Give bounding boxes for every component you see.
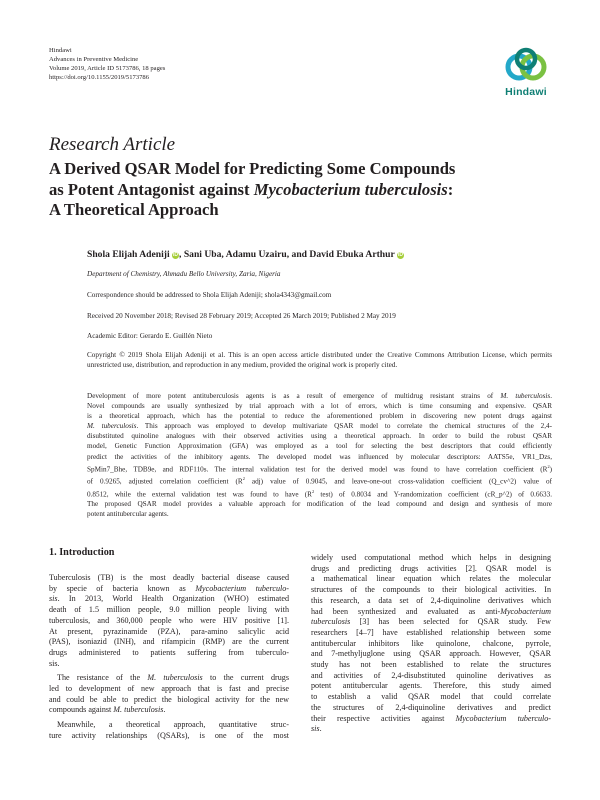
volume-line: Volume 2019, Article ID 5173786, 18 pages — [49, 65, 166, 72]
body-line: drugs administered to patients suffering from tuberculo- — [49, 647, 289, 657]
title-line-1: A Derived QSAR Model for Predicting Some Compounds — [49, 159, 456, 178]
body-line: compounds against M. tuberculosis. — [49, 705, 166, 715]
article-title — [49, 159, 569, 221]
abstract-line: model, Genetic Function Approximation (GFA) was employed as a tool for selecting the best descriptors that could efficiently — [87, 442, 552, 451]
body-line: ture activity relationships (QSARs), is one of the most — [49, 730, 289, 740]
logo-wordmark: Hindawi — [505, 86, 547, 98]
body-line: (PAS), isoniazid (INH), and rifampicin (RMP) are the current — [49, 637, 289, 647]
body-line: death of 1.5 million people, 9.0 million people living with — [49, 605, 289, 615]
abstract-line: SpMin7_Bhe, TDB9e, and RDF110s. The internal validation test for the derived model was found to have correlation coefficient $(R^2)$ — [87, 463, 552, 474]
body-line: sis. — [311, 724, 322, 734]
body-line: researchers [4–7] have established relationship between some — [311, 627, 551, 637]
body-line: drugs and predicting drugs activities [2]. QSAR model is — [311, 563, 551, 573]
abstract-line: Novel compounds are usually synthesized by trial approach with a lot of errors, which is time consuming and expensive. QSAR — [87, 402, 552, 411]
abstract-line: is a theoretical approach, which has the potential to reduce the aforementioned problem in discovering new potent drugs against — [87, 412, 552, 421]
body-line: study has not been established to relate the structures — [311, 660, 551, 670]
journal-meta — [49, 46, 165, 82]
abstract-line: disubstituted quinoline analogues with their observed activities using a theoretical approach. In order to build the robust QSAR — [87, 432, 552, 441]
title-line-2: as Potent Antagonist against Mycobacterium tuberculosis: — [49, 179, 454, 199]
body-line: by specie of bacteria known as Mycobacterium tuberculo- — [49, 583, 289, 593]
body-line: tuberculosis [3] has been selected for QSAR study. Few — [311, 617, 551, 627]
body-line: led to development of new approach that is fast and precise — [49, 684, 289, 694]
copyright-notice: Copyright © 2019 Shola Elijah Adeniji et al. This is an open access article distributed under the Creative Commons Attribution License, which permits unrestricted use, distribution, and reproduction in any medium, provided the original work is properly cited. — [87, 351, 552, 369]
body-line: sis. In 2013, World Health Organization (WHO) estimated — [49, 594, 289, 604]
body-line: Meanwhile, a theoretical approach, quantitative struc- — [57, 720, 289, 730]
body-column-right — [311, 553, 551, 735]
body-line: and 7-methyljuglone using QSAR approach. However, QSAR — [311, 649, 551, 659]
journal-name: Advances in Preventive Medicine — [49, 56, 139, 63]
abstract-line: M. tuberculosis. This approach was employed to develop multivariate QSAR model to correlate the chemical structures of the 2,4- — [87, 422, 552, 431]
body-line: a mathematical linear equation which relates the molecular — [311, 574, 551, 584]
body-column-left — [49, 573, 289, 742]
body-line: The resistance of the M. tuberculosis to the current drugs — [57, 673, 289, 683]
article-type: Research Article — [49, 134, 176, 155]
abstract-line: The proposed QSAR model provides a valuable approach for modification of the lead compound and design and synthesis of more — [87, 500, 552, 509]
doi-link[interactable]: https://doi.org/10.1155/2019/5173786 — [49, 74, 150, 81]
body-line: and activities of 2,4-disubstituted quinoline derivatives as — [311, 670, 551, 680]
body-line: tuberculosis, and 360,000 people who were HIV positive [1]. — [49, 615, 289, 625]
author-list — [87, 249, 404, 260]
section-heading: 1. Introduction — [49, 547, 115, 558]
body-line: the structures of 2,4-diquinoline derivatives and predict — [311, 702, 551, 712]
hindawi-logo-icon — [504, 47, 548, 85]
orcid-icon[interactable]: iD — [173, 252, 179, 258]
affiliation: Department of Chemistry, Ahmadu Bello University, Zaria, Nigeria — [87, 270, 281, 278]
title-line-3: A Theoretical Approach — [49, 200, 219, 219]
hindawi-logo — [497, 47, 555, 107]
co-authors: , Sani Uba, Adamu Uzairu, and David Ebuka Arthur — [179, 249, 395, 260]
author-name: Shola Elijah Adeniji — [87, 249, 170, 260]
abstract-line: of 0.9265, adjusted correlation coefficient ($R^2$ adj) value of 0.9045, and leave-one-out cross-validation coefficient (Q_cv^2) value of — [87, 476, 552, 486]
abstract-line: 0.8512, while the external validation test was found to have ($R^2$ test) of 0.8034 and Y-randomization coefficient (cR_p^2) of 0.6633. — [87, 488, 552, 499]
body-line: sis. — [49, 658, 60, 668]
correspondence: Correspondence should be addressed to Shola Elijah Adeniji; shola4343@gmail.com — [87, 291, 332, 299]
body-line: potent antitubercular agents. Therefore, this study aimed — [311, 681, 551, 691]
body-line: this research, a data set of 2,4-diquinoline derivatives which — [311, 595, 551, 605]
orcid-icon[interactable]: iD — [397, 252, 403, 258]
body-line: structures of the compounds to their biological activities. In — [311, 585, 551, 595]
body-line: antitubercular inhibitors like quinolone, chalcone, pyrrole, — [311, 638, 551, 648]
body-line: and could be able to predict the biological activity for the new — [49, 694, 289, 704]
abstract-line: Development of more potent antituberculosis agents is as a result of emergence of multidrug resistant strains of M. tuberculosis. — [87, 392, 552, 400]
body-line: their respective activities against Mycobacterium tuberculo- — [311, 713, 551, 723]
abstract-line: potent antitubercular agents. — [87, 510, 169, 519]
body-line: At present, pyrazinamide (PZA), para-amino salicylic acid — [49, 626, 289, 636]
body-line: had been synthesized and evaluated as anti-Mycobacterium — [311, 606, 551, 616]
abstract — [87, 391, 552, 519]
article-dates: Received 20 November 2018; Revised 28 February 2019; Accepted 26 March 2019; Published 2 May 2019 — [87, 312, 396, 320]
body-line: Tuberculosis (TB) is the most deadly bacterial disease caused — [49, 573, 289, 582]
body-line: to establish a valid QSAR model that could correlate — [311, 692, 551, 702]
academic-editor: Academic Editor: Gerardo E. Guillén Nieto — [87, 332, 213, 340]
abstract-line: predict the activities of the inhibitory agents. The developed model was influenced by molecular descriptors: AATS5e, VR1_Dzs, — [87, 452, 552, 461]
publisher-name: Hindawi — [49, 47, 72, 54]
body-line: widely used computational method which helps in designing — [311, 553, 551, 562]
